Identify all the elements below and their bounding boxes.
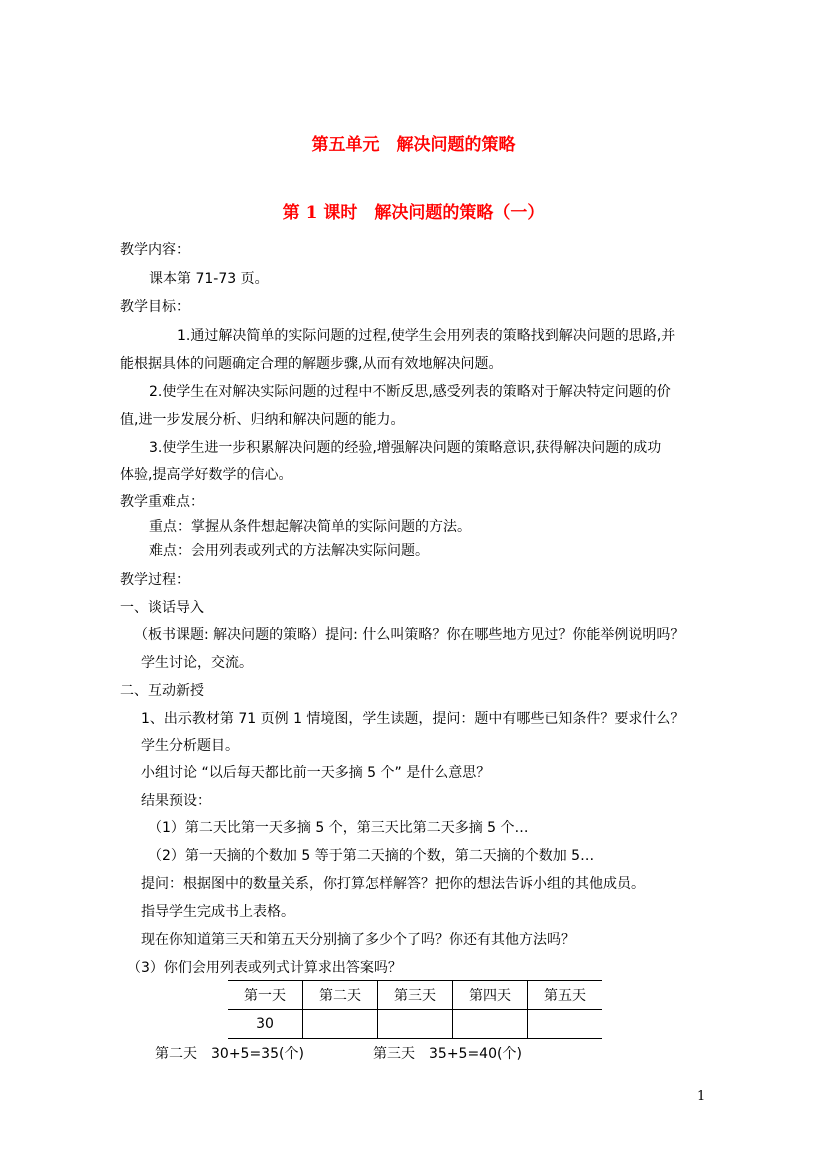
key-heading: 教学重难点： (120, 494, 204, 510)
table-header-row (228, 981, 602, 1010)
section2-line1: 1、出示教材第 71 页例 1 情境图，学生读题，提问：题中有哪些已知条件？要求什么？ (141, 711, 685, 727)
process-heading: 教学过程： (120, 572, 190, 588)
table-header-cell: 第一天 (228, 981, 303, 1010)
table-header-cell: 第四天 (453, 981, 528, 1010)
section2-line8: 指导学生完成书上表格。 (141, 904, 295, 920)
table-cell (378, 1010, 453, 1039)
table-row (228, 1010, 602, 1039)
goal1-line2: 能根据具体的问题确定合理的解题步骤,从而有效地解决问题。 (120, 356, 503, 372)
calc-day3: 第三天 35+5=40(个) (373, 1046, 522, 1062)
goal3-line1: 3.使学生进一步积累解决问题的经验,增强解决问题的策略意识,获得解决问题的成功 (149, 440, 662, 456)
section2-line4: 结果预设： (141, 793, 211, 809)
table-cell: 30 (228, 1010, 303, 1039)
table-cell (528, 1010, 603, 1039)
content-heading: 教学内容： (120, 242, 190, 258)
section1-title: 一、谈话导入 (120, 600, 204, 616)
table-header-cell: 第三天 (378, 981, 453, 1010)
page-number: 1 (697, 1089, 706, 1104)
section2-title: 二、互动新授 (120, 683, 204, 699)
section2-line9: 现在你知道第三天和第五天分别摘了多少个了吗？你还有其他方法吗？ (141, 932, 575, 948)
goal3-line2: 体验,提高学好数学的信心。 (120, 467, 293, 483)
section2-line2: 学生分析题目。 (141, 738, 239, 754)
goals-heading: 教学目标： (120, 299, 190, 315)
difficult-point: 难点：会用列表或列式的方法解决实际问题。 (149, 543, 429, 559)
unit-title: 第五单元 解决问题的策略 (311, 135, 516, 155)
table-header-cell: 第五天 (528, 981, 603, 1010)
table-cell (453, 1010, 528, 1039)
picking-table (228, 980, 602, 1039)
table-header-cell: 第二天 (303, 981, 378, 1010)
section2-line5: （1）第二天比第一天多摘 5 个，第三天比第二天多摘 5 个… (148, 820, 529, 836)
section2-line6: （2）第一天摘的个数加 5 等于第二天摘的个数，第二天摘的个数加 5… (148, 848, 595, 864)
goal1-line1: 1.通过解决简单的实际问题的过程,使学生会用列表的策略找到解决问题的思路,并 (177, 328, 676, 344)
section2-line7: 提问：根据图中的数量关系，你打算怎样解答？把你的想法告诉小组的其他成员。 (141, 876, 645, 892)
section1-line2: 学生讨论，交流。 (141, 655, 253, 671)
table-cell (303, 1010, 378, 1039)
lesson-title: 第 1 课时 解决问题的策略（一） (282, 203, 545, 223)
content-text: 课本第 71-73 页。 (149, 271, 269, 287)
calc-day2: 第二天 30+5=35(个) (155, 1046, 304, 1062)
goal2-line2: 值,进一步发展分析、归纳和解决问题的能力。 (120, 412, 405, 428)
section2-line10: （3）你们会用列表或列式计算求出答案吗？ (127, 960, 402, 976)
section2-line3: 小组讨论 “以后每天都比前一天多摘 5 个” 是什么意思？ (141, 765, 491, 781)
goal2-line1: 2.使学生在对解决实际问题的过程中不断反思,感受列表的策略对于解决特定问题的价 (149, 384, 671, 400)
section1-line1: （板书课题: 解决问题的策略）提问: 什么叫策略？你在哪些地方见过？你能举例说明吗？ (134, 627, 685, 643)
key-point: 重点：掌握从条件想起解决简单的实际问题的方法。 (149, 519, 471, 535)
